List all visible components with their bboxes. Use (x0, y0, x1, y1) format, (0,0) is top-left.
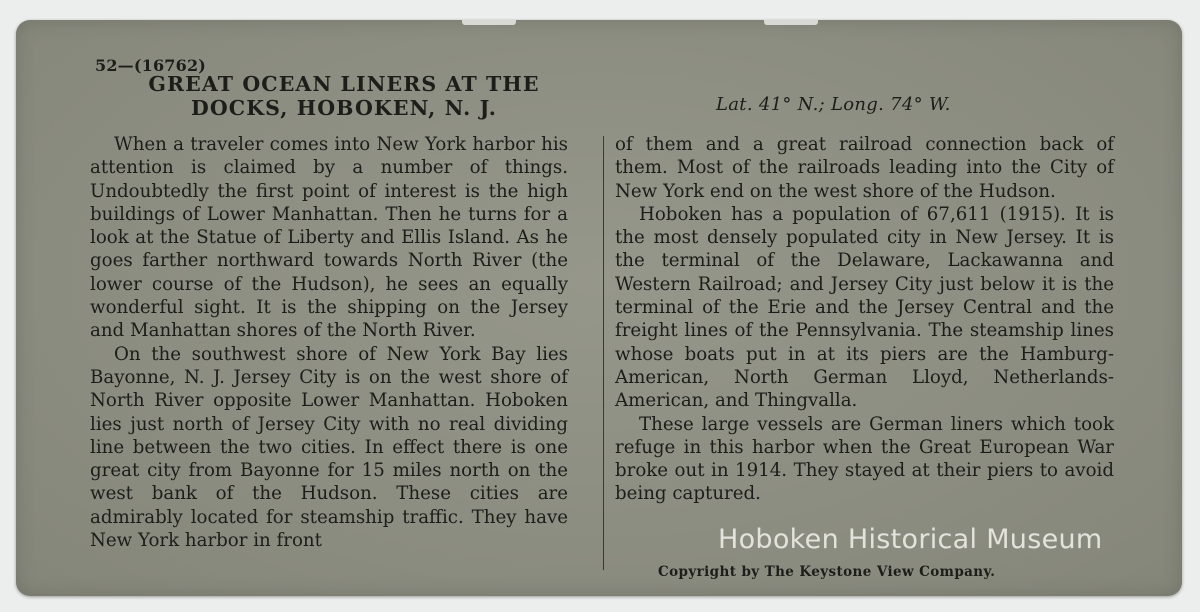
paragraph: On the southwest shore of New York Bay lies Bayonne, N. J. Jersey City is on the west shore of North River opposite Lower Manhattan. Hoboken lies just north of Jersey City with no real dividing line between the two cities. In effect there is one great city from Bayonne for 15 miles north on the west bank of the Hudson. These cities are admirably located for steamship traffic. They have New York harbor in front (90, 343, 568, 552)
paragraph: of them and a great railroad connection back of them. Most of the railroads leading into the City of New York end on the west shore of the Hudson. (615, 134, 1114, 202)
title-line-2: DOCKS, HOBOKEN, N. J. (190, 96, 498, 120)
paragraph: When a traveler comes into New York harbor his attention is claimed by a number of things. Undoubtedly the first point of interest is the high buildings of Lower Manhattan. Then he turns for a look at the Statue of Liberty and Ellis Island. As he goes farther northward towards North River (the lower course of the Hudson), he sees an equally wonderful sight. It is the shipping on the Jersey and Manhattan shores of the North River. (90, 134, 568, 342)
title-line-1: GREAT OCEAN LINERS AT THE (148, 72, 540, 96)
card-notch (764, 20, 818, 25)
museum-watermark: Hoboken Historical Museum (718, 524, 1103, 555)
column-divider (603, 136, 604, 570)
left-column (90, 133, 568, 552)
stereoview-card-back (16, 20, 1182, 596)
paragraph: Hoboken has a population of 67,611 (1915). It is the most densely populated city in New Jersey. It is the terminal of the Delaware, Lackawanna and Western Railroad; and Jersey City just below it is the terminal of the Erie and the Jersey Central and the freight lines of the Pennsylvania. The steamship lines whose boats put in at its piers are the Hamburg-American, North German Lloyd, Netherlands-American, and Thingvalla. (615, 203, 1114, 412)
catalog-number: 52—(16762) (95, 56, 207, 75)
paragraph: These large vessels are German liners which took refuge in this harbor when the Great European War broke out in 1914. They stayed at their piers to avoid being captured. (615, 413, 1114, 505)
card-title (124, 72, 564, 120)
right-column (615, 133, 1114, 506)
coordinates: Lat. 41° N.; Long. 74° W. (716, 94, 951, 115)
card-notch (462, 20, 516, 25)
copyright-notice: Copyright by The Keystone View Company. (658, 564, 996, 580)
